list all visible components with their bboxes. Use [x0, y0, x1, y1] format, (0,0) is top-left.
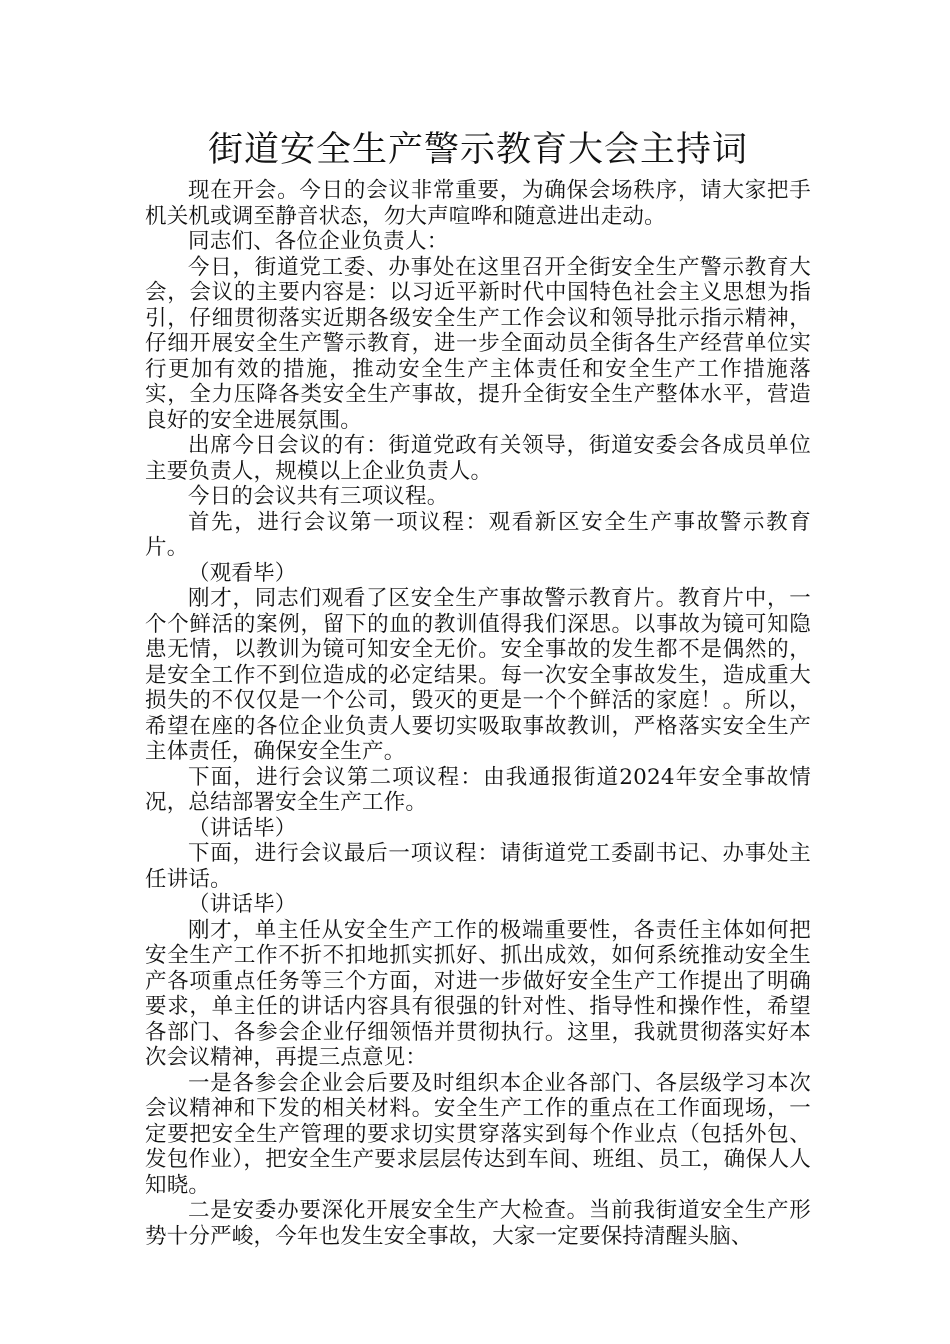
document-body — [145, 128, 811, 1249]
paragraph-attendees: 出席今日会议的有：街道党政有关领导，街道安委会各成员单位主要负责人，规模以上企业负责人。 — [145, 433, 811, 484]
paragraph-stage-note-watched: （观看毕） — [188, 560, 297, 586]
paragraph-salutation: 同志们、各位企业负责人： — [188, 229, 449, 254]
paragraph-opinion-1: 一是各参会企业会后要及时组织本企业各部门、各层级学习本次会议精神和下发的相关材料。安全生产工作的重点在工作面现场，一定要把安全生产管理的要求切实贯穿落实到每个作业点（包括外包、发包作业），把安全生产要求层层传达到车间、班组、员工，确保人人知晓。 — [145, 1070, 811, 1198]
paragraph-stage-note-speech-2: （讲话毕） — [188, 892, 297, 917]
paragraph-agenda-item-2: 下面，进行会议第二项议程：由我通报街道2024年安全事故情况，总结部署安全生产工作。 — [145, 764, 811, 815]
paragraph-opening: 现在开会。今日的会议非常重要，为确保会场秩序，请大家把手机关机或调至静音状态，勿大声喧哗和随意进出走动。 — [145, 178, 811, 229]
document-title: 街道安全生产警示教育大会主持词 — [207, 130, 748, 170]
paragraph-speech-summary: 刚才，单主任从安全生产工作的极端重要性，各责任主体如何把安全生产工作不折不扣地抓实抓好、抓出成效，如何系统推动安全生产各项重点任务等三个方面，对进一步做好安全生产工作提出了明确要求，单主任的讲话内容具有很强的针对性、指导性和操作性，希望各部门、各参会企业仔细领悟并贯彻执行。这里，我就贯彻落实好本次会议精神，再提三点意见： — [145, 917, 811, 1070]
paragraph-stage-note-speech-1: （讲话毕） — [188, 815, 297, 841]
paragraph-agenda-intro: 今日的会议共有三项议程。 — [188, 484, 449, 509]
paragraph-agenda-item-3: 下面，进行会议最后一项议程：请街道党工委副书记、办事处主任讲话。 — [145, 841, 811, 892]
paragraph-meeting-purpose: 今日，街道党工委、办事处在这里召开全街安全生产警示教育大会，会议的主要内容是：以习近平新时代中国特色社会主义思想为指引，仔细贯彻落实近期各级安全生产工作会议和领导批示指示精神，仔细开展安全生产警示教育，进一步全面动员全街各生产经营单位实行更加有效的措施，推动安全生产主体责任和安全生产工作措施落实，全力压降各类安全生产事故，提升全街安全生产整体水平，营造良好的安全进展氛围。 — [145, 254, 811, 433]
paragraph-video-reflection: 刚才，同志们观看了区安全生产事故警示教育片。教育片中，一个个鲜活的案例，留下的血的教训值得我们深思。以事故为镜可知隐患无情，以教训为镜可知安全无价。安全事故的发生都不是偶然的，是安全工作不到位造成的必定结果。每一次安全事故发生，造成重大损失的不仅仅是一个公司，毁灭的更是一个个鲜活的家庭！。所以，希望在座的各位企业负责人要切实吸取事故教训，严格落实安全生产主体责任，确保安全生产。 — [145, 586, 811, 764]
paragraph-opinion-2: 二是安委办要深化开展安全生产大检查。当前我街道安全生产形势十分严峻，今年也发生安全事故，大家一定要保持清醒头脑、 — [145, 1198, 811, 1249]
paragraph-agenda-item-1: 首先，进行会议第一项议程：观看新区安全生产事故警示教育片。 — [145, 509, 811, 560]
